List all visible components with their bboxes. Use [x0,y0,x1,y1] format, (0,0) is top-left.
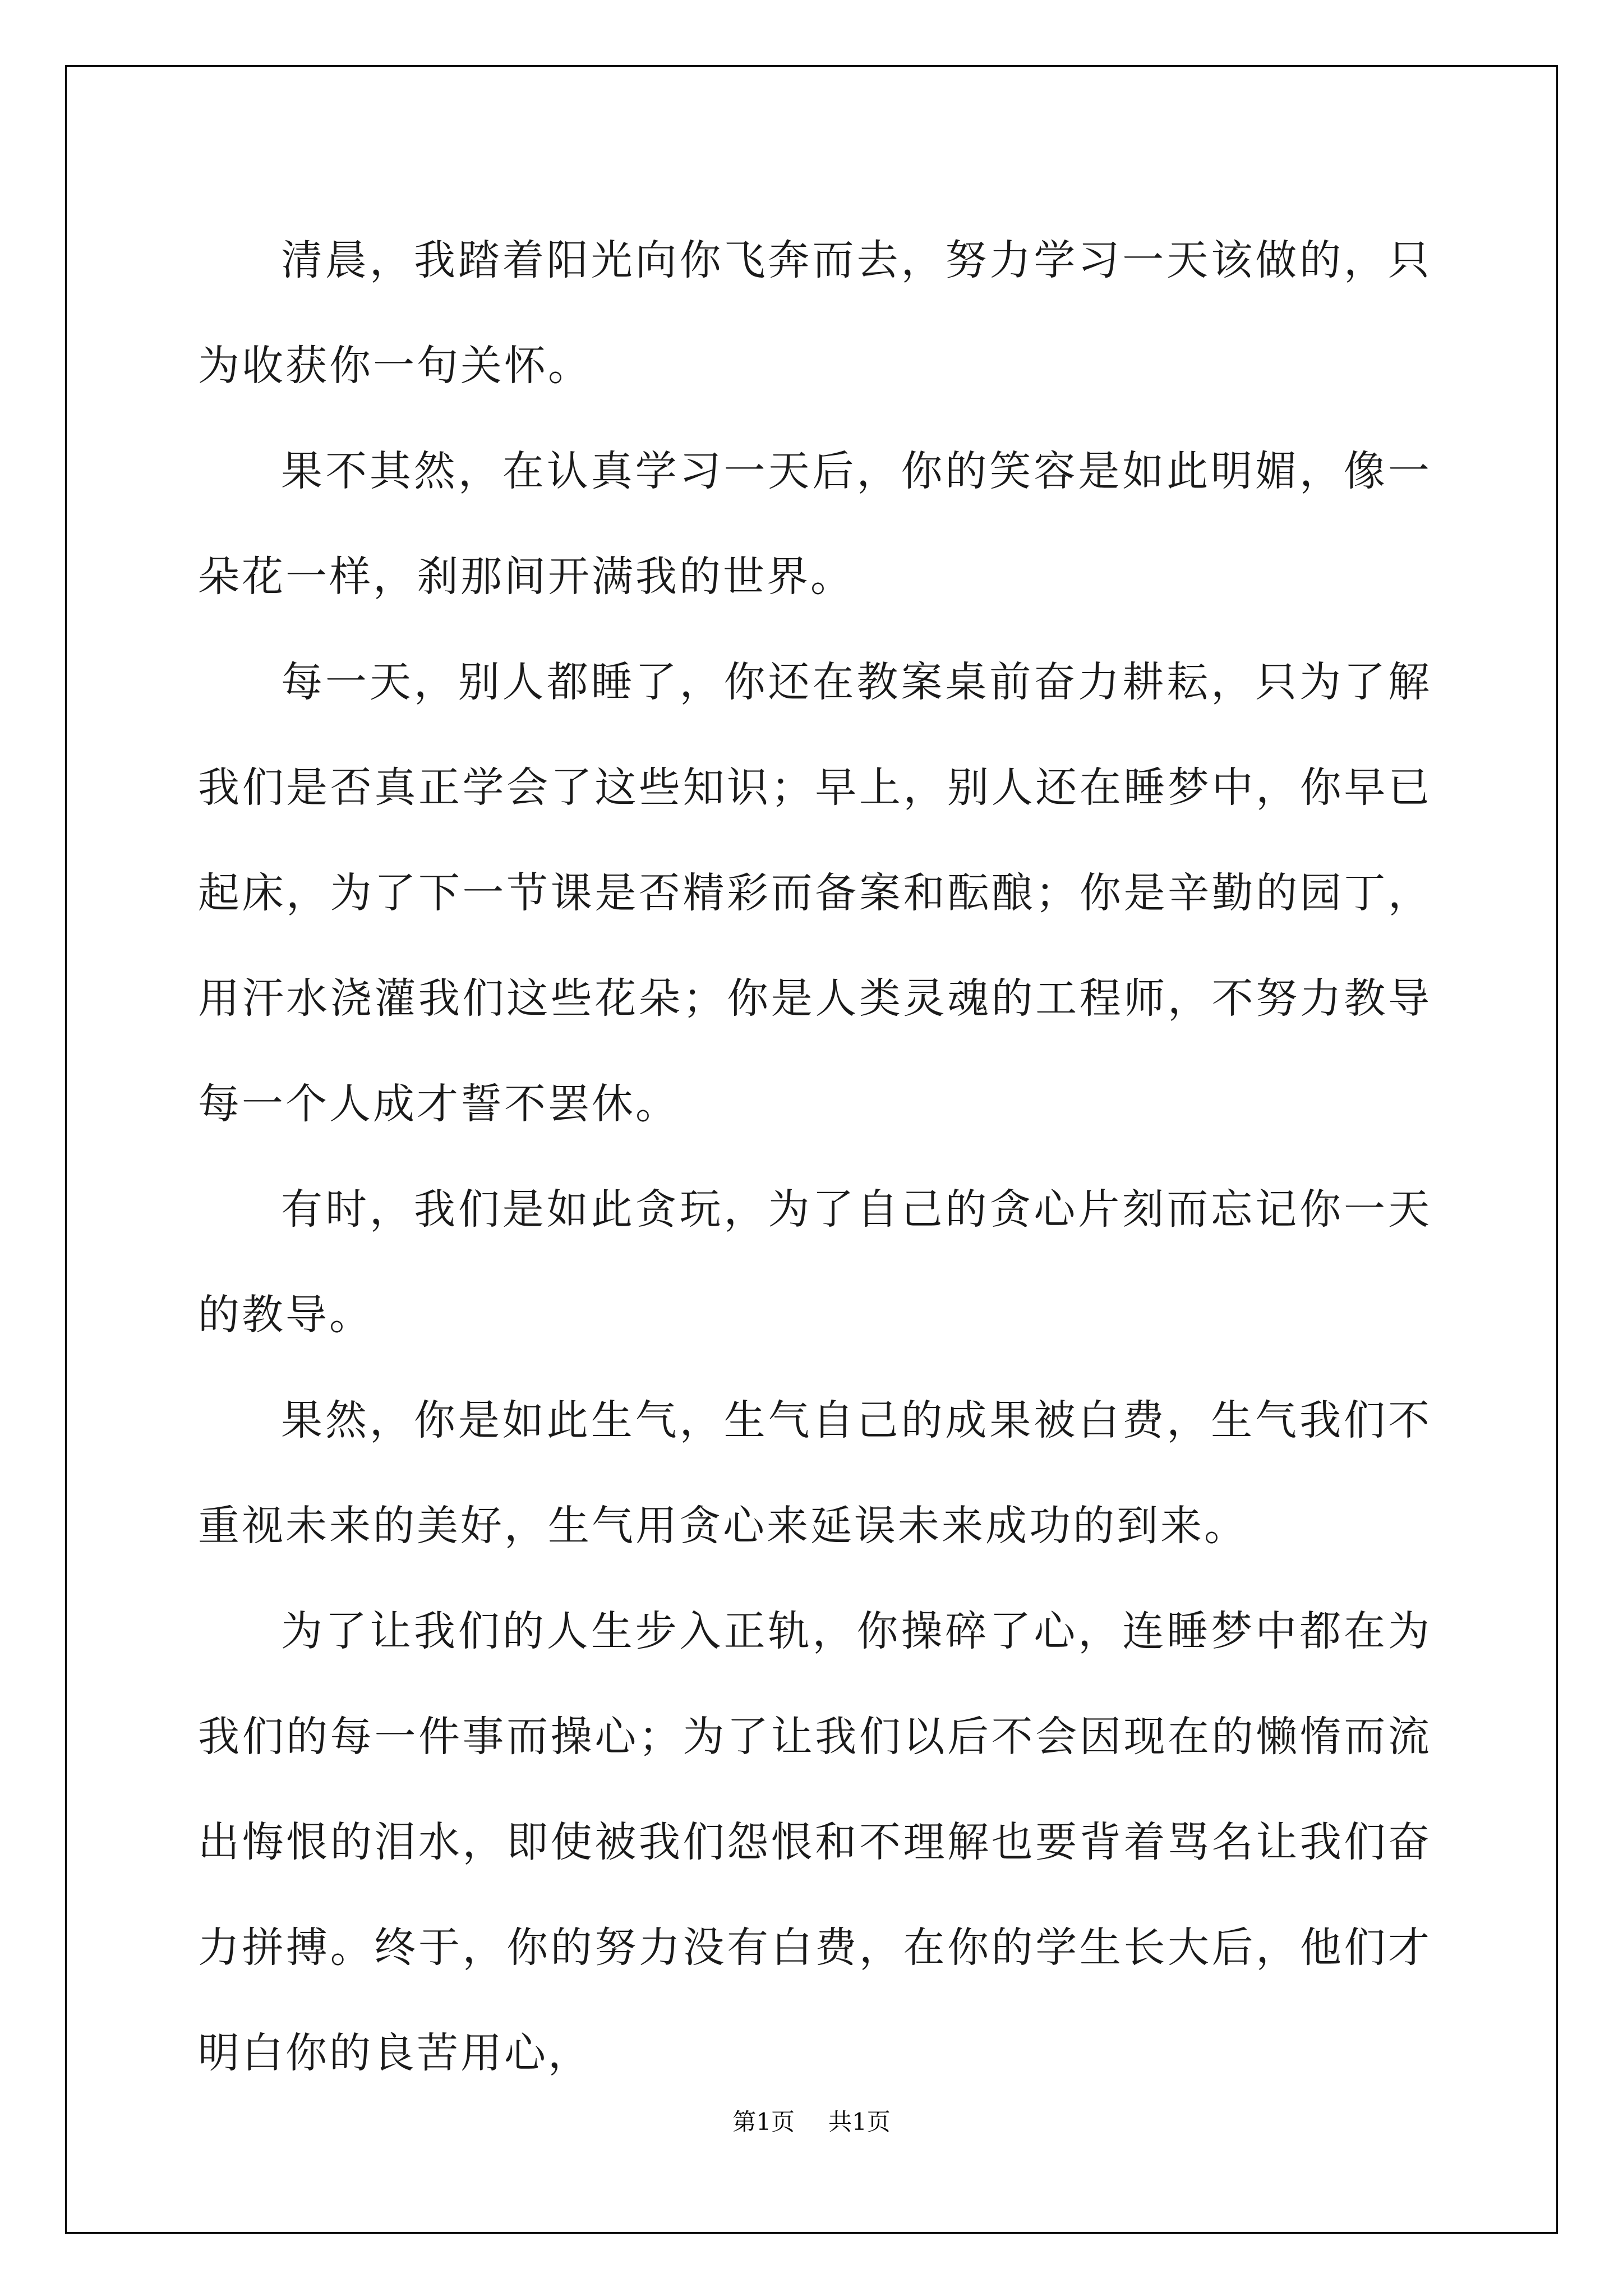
paragraph: 为了让我们的人生步入正轨，你操碎了心，连睡梦中都在为我们的每一件事而操心；为了让我们以后不会因现在的懒惰而流出悔恨的泪水，即使被我们怨恨和不理解也要背着骂名让我们奋力拼搏。终于，你的努力没有白费，在你的学生长大后，他们才明白你的良苦用心， [198,1607,1432,2077]
page-total: 共1页 [828,2108,891,2136]
paragraph: 果然，你是如此生气，生气自己的成果被白费，生气我们不重视未来的美好，生气用贪心来延误未来成功的到来。 [198,1396,1432,1550]
paragraph: 每一天，别人都睡了，你还在教案桌前奋力耕耘，只为了解我们是否真正学会了这些知识；早上，别人还在睡梦中，你早已起床，为了下一节课是否精彩而备案和酝酿；你是辛勤的园丁，用汗水浇灌我们这些花朵；你是人类灵魂的工程师，不努力教导每一个人成才誓不罢休。 [198,658,1432,1128]
paragraph: 果不其然，在认真学习一天后，你的笑容是如此明媚，像一朵花一样，刹那间开满我的世界。 [198,447,1432,601]
document-body [198,208,1432,2106]
paragraph: 清晨，我踏着阳光向你飞奔而去，努力学习一天该做的，只为收获你一句关怀。 [198,236,1432,390]
page-footer [0,2104,1623,2137]
page-number: 第1页 [732,2108,795,2136]
paragraph: 有时，我们是如此贪玩，为了自己的贪心片刻而忘记你一天的教导。 [198,1185,1432,1339]
